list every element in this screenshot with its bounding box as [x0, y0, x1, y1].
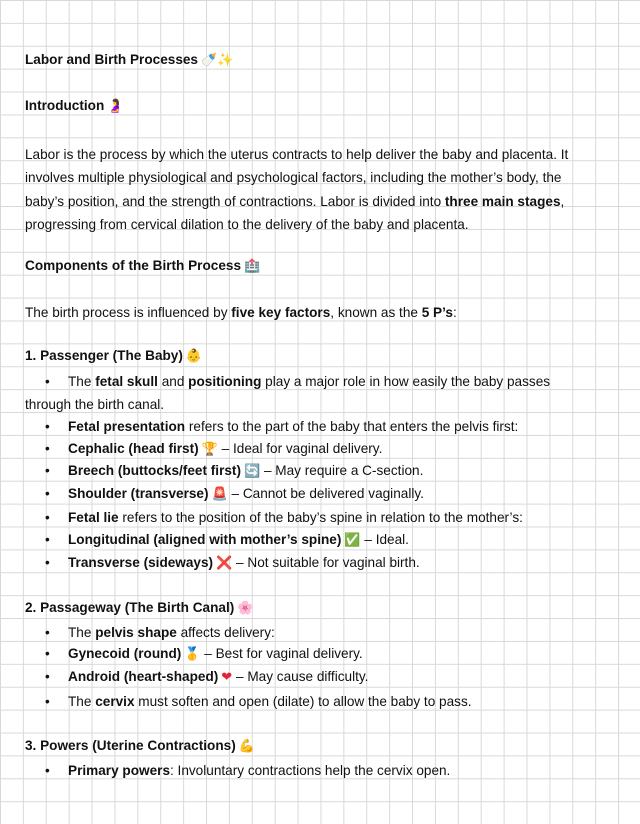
bullet: • — [45, 646, 50, 661]
components-heading — [25, 258, 260, 274]
list-item — [68, 419, 518, 434]
list-text: and — [157, 374, 189, 389]
list-text: must soften and open (dilate) to allow the baby to pass. — [134, 694, 472, 709]
bullet: • — [45, 625, 50, 640]
trophy-icon: 🏆 — [201, 442, 218, 457]
powers-heading-text: 3. Powers (Uterine Contractions) — [25, 738, 236, 753]
pregnant-woman-icon: 🤰 — [107, 99, 124, 114]
list-bold: positioning — [188, 374, 262, 389]
list-bold: Fetal lie — [68, 510, 119, 525]
list-item — [68, 486, 424, 502]
list-item — [68, 694, 472, 709]
list-bold: Transverse (sideways) — [68, 555, 214, 570]
passenger-heading-text: 1. Passenger (The Baby) — [25, 348, 183, 363]
intro-bold: three main stages — [444, 193, 561, 209]
list-item — [68, 374, 550, 389]
bullet: • — [45, 441, 50, 456]
list-text: The — [68, 374, 96, 389]
powers-heading — [25, 738, 255, 754]
intro-text-1: Labor is the process by which the uterus contracts to help deliver the baby and placenta. It involves multiple physiological and psychological factors, including the mother’s body, the baby’s position, and the strength of contractions. Labor is divided into — [25, 147, 569, 209]
list-text: refers to the part of the baby that enters the pelvis first: — [185, 419, 519, 434]
list-bold: Longitudinal (aligned with mother’s spine) — [68, 532, 342, 547]
components-sentence — [25, 305, 457, 320]
intro-heading — [25, 98, 123, 114]
document-title — [25, 52, 233, 68]
title-text: Labor and Birth Processes — [25, 52, 198, 67]
list-bold: Shoulder (transverse) — [68, 486, 209, 501]
list-item — [68, 555, 420, 571]
components-bold-1: five key factors — [231, 305, 331, 320]
components-text-2: , known as the — [330, 305, 422, 320]
list-bold: Breech (buttocks/feet first) — [68, 463, 241, 478]
check-mark-icon: ✅ — [344, 533, 361, 548]
cross-mark-icon: ❌ — [216, 556, 233, 571]
list-item — [68, 646, 363, 662]
components-text-1: The birth process is influenced by — [25, 305, 232, 320]
list-text: The — [68, 694, 96, 709]
passageway-heading-text: 2. Passageway (The Birth Canal) — [25, 600, 235, 615]
list-text: play a major role in how easily the baby passes — [261, 374, 551, 389]
list-bold: Gynecoid (round) — [68, 646, 182, 661]
bullet: • — [45, 374, 50, 389]
bullet: • — [45, 463, 50, 478]
list-bold: Cephalic (head first) — [68, 441, 199, 456]
siren-icon: 🚨 — [211, 487, 228, 502]
components-text-3: : — [452, 305, 457, 320]
flexed-biceps-icon: 💪 — [238, 739, 255, 754]
intro-heading-text: Introduction — [25, 98, 105, 113]
list-text: refers to the position of the baby’s spine in relation to the mother’s: — [118, 510, 523, 525]
bullet: • — [45, 555, 50, 570]
list-item — [68, 625, 275, 640]
refresh-icon: 🔄 — [243, 464, 261, 479]
list-text: – May cause difficulty. — [232, 669, 369, 684]
flower-icon: 🌸 — [237, 601, 254, 616]
components-bold-2: 5 P’s — [421, 305, 453, 320]
list-item — [68, 532, 409, 548]
bullet: • — [45, 694, 50, 709]
bullet: • — [45, 510, 50, 525]
list-text: – Ideal for vaginal delivery. — [217, 441, 383, 456]
intro-paragraph — [25, 143, 600, 237]
list-item — [68, 763, 450, 778]
list-text: – Not suitable for vaginal birth. — [232, 555, 420, 570]
list-item — [68, 669, 368, 685]
list-text: – Best for vaginal delivery. — [200, 646, 363, 661]
list-bold: Fetal presentation — [68, 419, 186, 434]
bullet: • — [45, 532, 50, 547]
list-bold: cervix — [95, 694, 135, 709]
passageway-heading — [25, 600, 253, 616]
bullet: • — [45, 763, 50, 778]
list-text: The — [68, 625, 96, 640]
list-item — [68, 510, 523, 525]
list-text: – May require a C-section. — [260, 463, 424, 478]
list-item — [68, 463, 423, 479]
list-item — [68, 441, 382, 457]
baby-icon: 👶 — [185, 349, 203, 364]
list-bold: pelvis shape — [95, 625, 177, 640]
list-text: – Cannot be delivered vaginally. — [227, 486, 424, 501]
list-bold: Android (heart-shaped) — [68, 669, 219, 684]
bullet: • — [45, 419, 50, 434]
components-heading-text: Components of the Birth Process — [25, 258, 242, 273]
gold-medal-icon: 🥇 — [184, 647, 201, 662]
list-item-continuation — [25, 397, 164, 412]
list-bold: Primary powers — [68, 763, 170, 778]
intro-text-2: , progressing from cervical dilation to the delivery of the baby and placenta. — [25, 193, 565, 233]
hospital-icon: 🏥 — [244, 259, 261, 274]
heart-icon: ❤ — [221, 670, 233, 685]
list-text: affects delivery: — [176, 625, 275, 640]
bullet: • — [45, 669, 50, 684]
bottle-sparkles-icon: 🍼✨ — [201, 53, 234, 68]
list-text: through the birth canal. — [25, 397, 165, 412]
passenger-heading — [25, 348, 202, 364]
list-text: : Involuntary contractions help the cervix open. — [170, 763, 451, 778]
list-bold: fetal skull — [95, 374, 158, 389]
bullet: • — [45, 486, 50, 501]
list-text: – Ideal. — [360, 532, 409, 547]
